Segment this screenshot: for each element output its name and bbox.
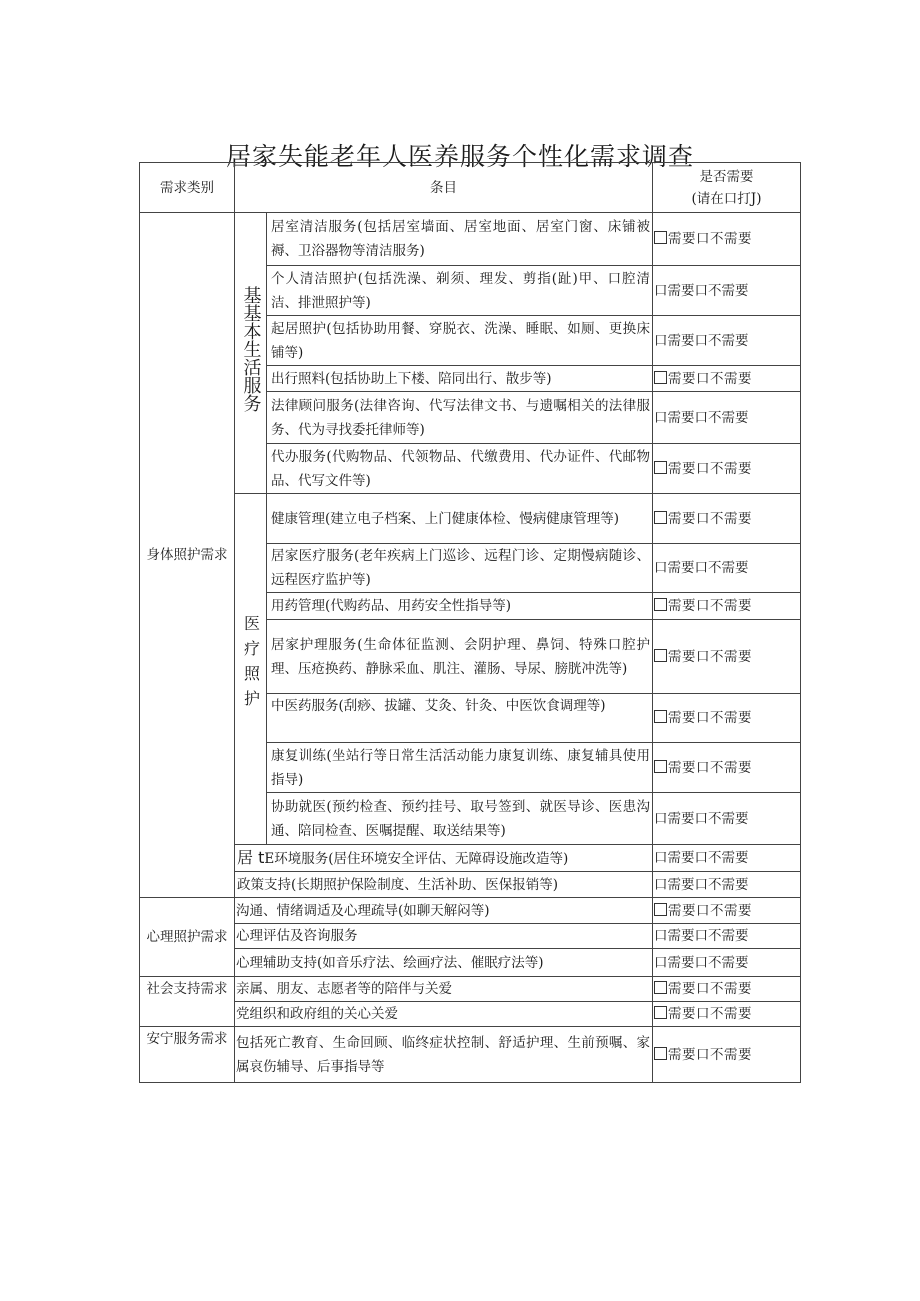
- checkbox-icon[interactable]: [654, 760, 667, 773]
- checkbox-icon[interactable]: [654, 1006, 667, 1019]
- item-text: 居家护理服务(生命体征监测、会阴护理、鼻饲、特殊口腔护理、压疮换药、静脉采血、肌注、灌肠、导尿、膀胱冲洗等): [267, 620, 653, 694]
- item-text: 协助就医(预约检查、预约挂号、取号签到、就医导诊、医患沟通、陪同检查、医嘱提醒、取送结果等): [267, 793, 653, 845]
- table-row: [140, 898, 801, 924]
- checkbox-icon[interactable]: [654, 903, 667, 916]
- item-text: 代办服务(代购物品、代领物品、代缴费用、代办证件、代邮物品、代写文件等): [267, 444, 653, 494]
- item-text: 政策支持(长期照护保险制度、生活补助、医保报销等): [235, 872, 653, 898]
- header-category: 需求类别: [140, 163, 235, 213]
- answer-checkbox[interactable]: 口需要口不需要: [653, 924, 801, 949]
- answer-checkbox[interactable]: 需要口不需要: [653, 1002, 801, 1027]
- answer-checkbox[interactable]: 需要口不需要: [653, 494, 801, 544]
- table-row: [140, 213, 801, 266]
- item-text: 心理评估及咨询服务: [235, 924, 653, 949]
- item-text: 党组织和政府组的关心关爱: [235, 1002, 653, 1027]
- answer-checkbox[interactable]: 口需要口不需要: [653, 793, 801, 845]
- checkbox-icon[interactable]: [654, 371, 667, 384]
- answer-checkbox[interactable]: 需要口不需要: [653, 444, 801, 494]
- answer-checkbox[interactable]: 口需要口不需要: [653, 544, 801, 593]
- checkbox-icon[interactable]: [654, 598, 667, 611]
- table-row: [140, 872, 801, 898]
- item-text: 亲属、朋友、志愿者等的陪伴与关爱: [235, 977, 653, 1002]
- table-row: [140, 845, 801, 872]
- answer-checkbox[interactable]: 需要口不需要: [653, 694, 801, 743]
- checkbox-icon[interactable]: [654, 710, 667, 723]
- item-text: 起居照护(包括协助用餐、穿脱衣、洗澡、睡眠、如厕、更换床铺等): [267, 316, 653, 366]
- item-text: 法律顾问服务(法律咨询、代写法律文书、与遗嘱相关的法律服务、代为寻找委托律师等): [267, 392, 653, 444]
- survey-table: [139, 162, 801, 1083]
- answer-checkbox[interactable]: 需要口不需要: [653, 1027, 801, 1083]
- checkbox-icon[interactable]: [654, 461, 667, 474]
- item-text: 居室清洁服务(包括居室墙面、居室地面、居室门窗、床铺被褥、卫浴器物等清洁服务): [267, 213, 653, 266]
- table-row: [140, 977, 801, 1002]
- item-text: 个人清洁照护(包括洗澡、剃须、理发、剪指(趾)甲、口腔清洁、排泄照护等): [267, 266, 653, 316]
- answer-checkbox[interactable]: 需要口不需要: [653, 898, 801, 924]
- answer-checkbox[interactable]: 需要口不需要: [653, 743, 801, 793]
- header-answer: [653, 163, 801, 213]
- category-psych-care: 心理照护需求: [140, 898, 235, 977]
- answer-checkbox[interactable]: 口需要口不需要: [653, 845, 801, 872]
- subgroup-medical-care: 医疗照护: [235, 494, 267, 845]
- item-text: 康复训练(坐站行等日常生活活动能力康复训练、康复辅具使用指导): [267, 743, 653, 793]
- checkbox-icon[interactable]: [654, 1047, 667, 1060]
- header-item: 条目: [235, 163, 653, 213]
- table-row: [140, 494, 801, 544]
- checkbox-icon[interactable]: [654, 511, 667, 524]
- answer-checkbox[interactable]: 需要口不需要: [653, 213, 801, 266]
- checkbox-icon[interactable]: [654, 981, 667, 994]
- item-text: 出行照料(包括协助上下楼、陪同出行、散步等): [267, 366, 653, 392]
- table-header-row: [140, 163, 801, 213]
- answer-checkbox[interactable]: 口需要口不需要: [653, 316, 801, 366]
- answer-checkbox[interactable]: 需要口不需要: [653, 366, 801, 392]
- item-text: 中医药服务(刮痧、拔罐、艾灸、针灸、中医饮食调理等): [267, 694, 653, 743]
- answer-checkbox[interactable]: 口需要口不需要: [653, 872, 801, 898]
- page-title: 居家失能老年人医养服务个性化需求调查: [225, 141, 694, 171]
- item-text: 居家医疗服务(老年疾病上门巡诊、远程门诊、定期慢病随诊、远程医疗监护等): [267, 544, 653, 593]
- table-row: [140, 949, 801, 977]
- answer-checkbox[interactable]: 需要口不需要: [653, 620, 801, 694]
- item-text: 包括死亡教育、生命回顾、临终症状控制、舒适护理、生前预嘱、家属哀伤辅导、后事指导等: [235, 1027, 653, 1083]
- table-row: [140, 1027, 801, 1083]
- answer-checkbox[interactable]: 口需要口不需要: [653, 392, 801, 444]
- item-text: 用药管理(代购药品、用药安全性指导等): [267, 593, 653, 620]
- category-social-support: 社会支持需求: [140, 977, 235, 1027]
- header-answer-line2: (请在口打J): [691, 190, 762, 207]
- answer-checkbox[interactable]: 口需要口不需要: [653, 949, 801, 977]
- item-text: 健康管理(建立电子档案、上门健康体检、慢病健康管理等): [267, 494, 653, 544]
- item-prefix: 居 t: [237, 847, 265, 867]
- item-text: 沟通、情绪调适及心理疏导(如聊天解闷等): [235, 898, 653, 924]
- category-body-care: 身体照护需求: [140, 213, 235, 898]
- subgroup-basic-living: 基基本生活服务: [235, 213, 267, 494]
- category-hospice: 安宁服务需求: [140, 1027, 235, 1083]
- checkbox-icon[interactable]: [654, 231, 667, 244]
- answer-checkbox[interactable]: 需要口不需要: [653, 593, 801, 620]
- answer-checkbox[interactable]: 需要口不需要: [653, 977, 801, 1002]
- item-text-environment: 居 tE环境服务(居住环境安全评估、无障碍设施改造等): [235, 845, 653, 872]
- checkbox-icon[interactable]: [654, 649, 667, 662]
- item-text: 心理辅助支持(如音乐疗法、绘画疗法、催眠疗法等): [235, 949, 653, 977]
- table-row: [140, 1002, 801, 1027]
- header-answer-line1: 是否需要: [699, 168, 754, 185]
- answer-checkbox[interactable]: 口需要口不需要: [653, 266, 801, 316]
- table-row: [140, 924, 801, 949]
